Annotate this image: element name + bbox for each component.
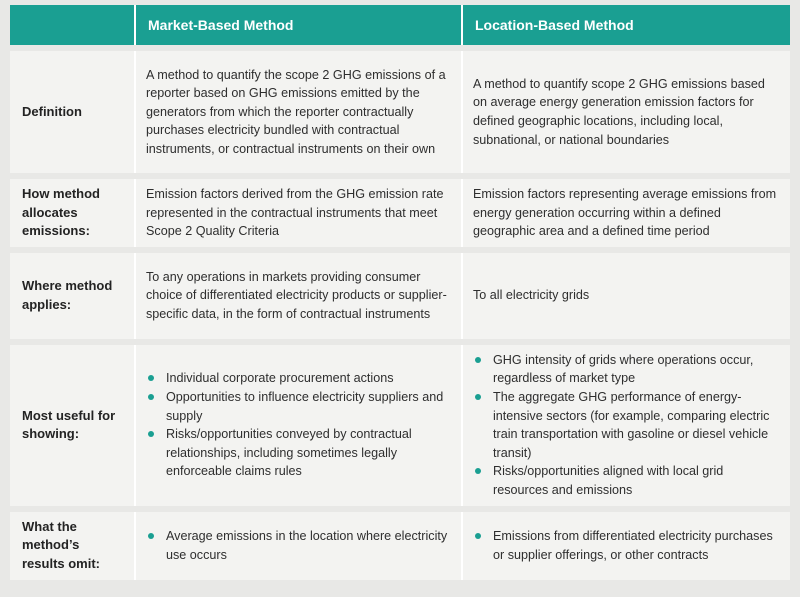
header-blank-cell	[10, 5, 136, 45]
table-row	[10, 512, 790, 580]
header-row	[10, 5, 790, 45]
location-cell: A method to quantify scope 2 GHG emissions based on average energy generation emission factors for defined geographic locations, including local, subnational, or national boundaries	[463, 51, 790, 173]
location-cell: To all electricity grids	[463, 253, 790, 339]
market-bullet-list	[146, 527, 451, 564]
row-label: Most useful for showing:	[10, 345, 136, 506]
row-label: Definition	[10, 51, 136, 173]
list-item: GHG intensity of grids where operations occur, regardless of market type	[473, 351, 780, 388]
table-row	[10, 179, 790, 247]
row-label: Where method applies:	[10, 253, 136, 339]
table-row	[10, 345, 790, 506]
location-bullet-list	[473, 527, 780, 564]
row-label: How method allocates emissions:	[10, 179, 136, 247]
list-item: Risks/opportunities aligned with local grid resources and emissions	[473, 462, 780, 499]
header-location-based: Location-Based Method	[463, 5, 790, 45]
market-cell: A method to quantify the scope 2 GHG emissions of a reporter based on GHG emissions emitted by the generators from which the reporter contractually purchases electricity bundled with contractual instruments, or contractual instruments on their own	[136, 51, 463, 173]
location-cell	[463, 345, 790, 506]
market-cell: To any operations in markets providing consumer choice of differentiated electricity products or supplier-specific data, in the form of contractual instruments	[136, 253, 463, 339]
row-label: What the method’s results omit:	[10, 512, 136, 580]
list-item: The aggregate GHG performance of energy-intensive sectors (for example, comparing electric train transportation with gasoline or diesel vehicle transit)	[473, 388, 780, 462]
comparison-table	[10, 5, 790, 580]
market-cell	[136, 512, 463, 580]
location-bullet-list	[473, 351, 780, 500]
table-row	[10, 51, 790, 173]
list-item: Risks/opportunities conveyed by contractual relationships, including sometimes legally enforceable claims rules	[146, 425, 451, 481]
list-item: Individual corporate procurement actions	[146, 369, 451, 388]
location-cell: Emission factors representing average emissions from energy generation occurring within a defined geographic area and a defined time period	[463, 179, 790, 247]
table-row	[10, 253, 790, 339]
market-cell	[136, 345, 463, 506]
list-item: Emissions from differentiated electricity purchases or supplier offerings, or other contracts	[473, 527, 780, 564]
location-cell	[463, 512, 790, 580]
comparison-table-wrapper	[10, 5, 790, 580]
market-cell: Emission factors derived from the GHG emission rate represented in the contractual instruments that meet Scope 2 Quality Criteria	[136, 179, 463, 247]
header-market-based: Market-Based Method	[136, 5, 463, 45]
list-item: Opportunities to influence electricity suppliers and supply	[146, 388, 451, 425]
list-item: Average emissions in the location where electricity use occurs	[146, 527, 451, 564]
market-bullet-list	[146, 369, 451, 481]
